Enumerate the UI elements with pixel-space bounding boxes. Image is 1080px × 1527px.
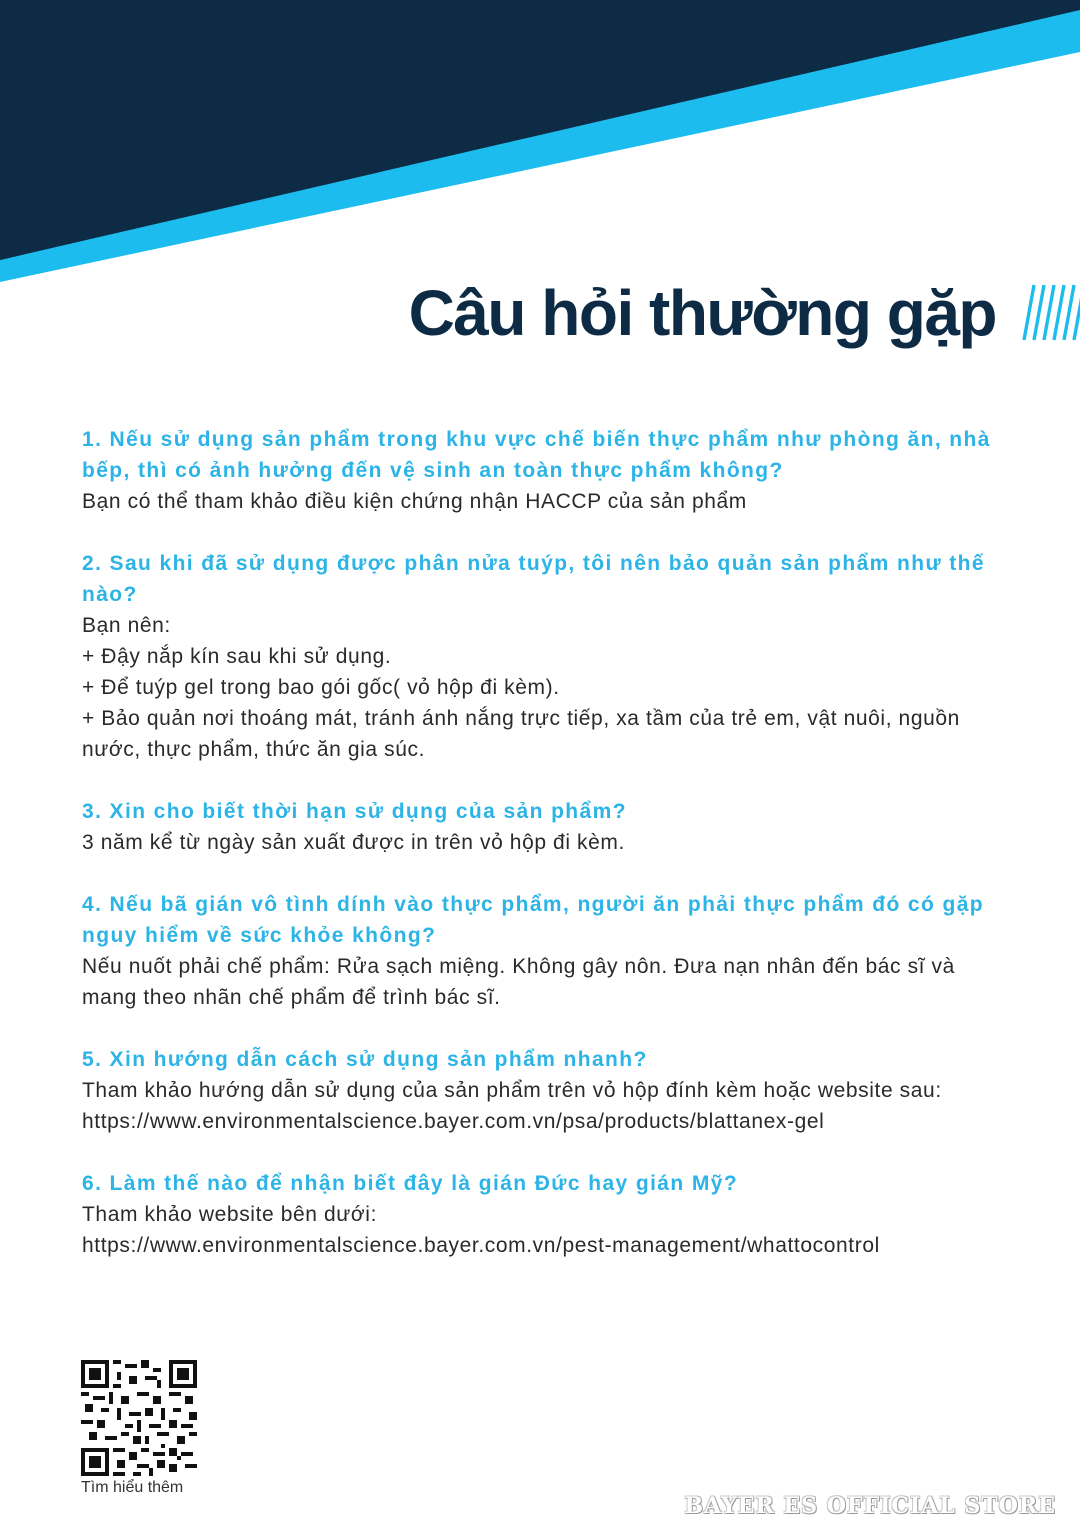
faq-question: 5. Xin hướng dẫn cách sử dụng sản phẩm nhanh? [82,1048,648,1071]
faq-list [82,424,1012,1292]
faq-item [82,889,1012,1013]
faq-item [82,1044,1012,1137]
faq-question: 1. Nếu sử dụng sản phẩm trong khu vực chế biến thực phẩm như phòng ăn, nhà bếp, thì có ảnh hưởng đến vệ sinh an toàn thực phẩm không? [82,428,991,482]
faq-item [82,796,1012,858]
faq-question: 6. Làm thế nào để nhận biết đây là gián Đức hay gián Mỹ? [82,1172,739,1195]
faq-answer: 3 năm kể từ ngày sản xuất được in trên vỏ hộp đi kèm. [82,831,625,854]
faq-question: 3. Xin cho biết thời hạn sử dụng của sản phẩm? [82,800,627,823]
faq-answer: Bạn nên: + Đậy nắp kín sau khi sử dụng. + Để tuýp gel trong bao gói gốc( vỏ hộp đi kèm). + Bảo quản nơi thoáng mát, tránh ánh nắng trực tiếp, xa tầm của trẻ em, vật nuôi, nguồn nước, thực phẩm, thức ăn gia súc. [82,614,960,761]
qr-code-icon[interactable] [81,1360,197,1476]
faq-item [82,548,1012,765]
faq-answer: Bạn có thể tham khảo điều kiện chứng nhận HACCP của sản phẩm [82,490,747,513]
qr-block [81,1360,197,1497]
faq-item [82,1168,1012,1261]
qr-caption: Tìm hiểu thêm [81,1479,184,1496]
diagonal-stripes-icon [1022,284,1080,342]
faq-item [82,424,1012,517]
faq-answer: Tham khảo website bên dưới: https://www.environmentalscience.bayer.com.vn/pest-management/whattocontrol [82,1203,880,1257]
faq-answer: Nếu nuốt phải chế phẩm: Rửa sạch miệng. Không gây nôn. Đưa nạn nhân đến bác sĩ và mang theo nhãn chế phẩm để trình bác sĩ. [82,955,955,1009]
faq-answer: Tham khảo hướng dẫn sử dụng của sản phẩm trên vỏ hộp đính kèm hoặc website sau: https://www.environmentalscience.bayer.com.vn/psa/products/blattanex-gel [82,1079,942,1133]
store-watermark: BAYER ES OFFICIAL STORE [684,1493,1056,1519]
faq-question: 4. Nếu bã gián vô tình dính vào thực phẩm, người ăn phải thực phẩm đó có gặp nguy hiểm về sức khỏe không? [82,893,985,947]
faq-question: 2. Sau khi đã sử dụng được phân nửa tuýp, tôi nên bảo quản sản phẩm như thế nào? [82,552,985,606]
page-title: Câu hỏi thường gặp [408,277,996,349]
header-banner [0,0,1080,290]
